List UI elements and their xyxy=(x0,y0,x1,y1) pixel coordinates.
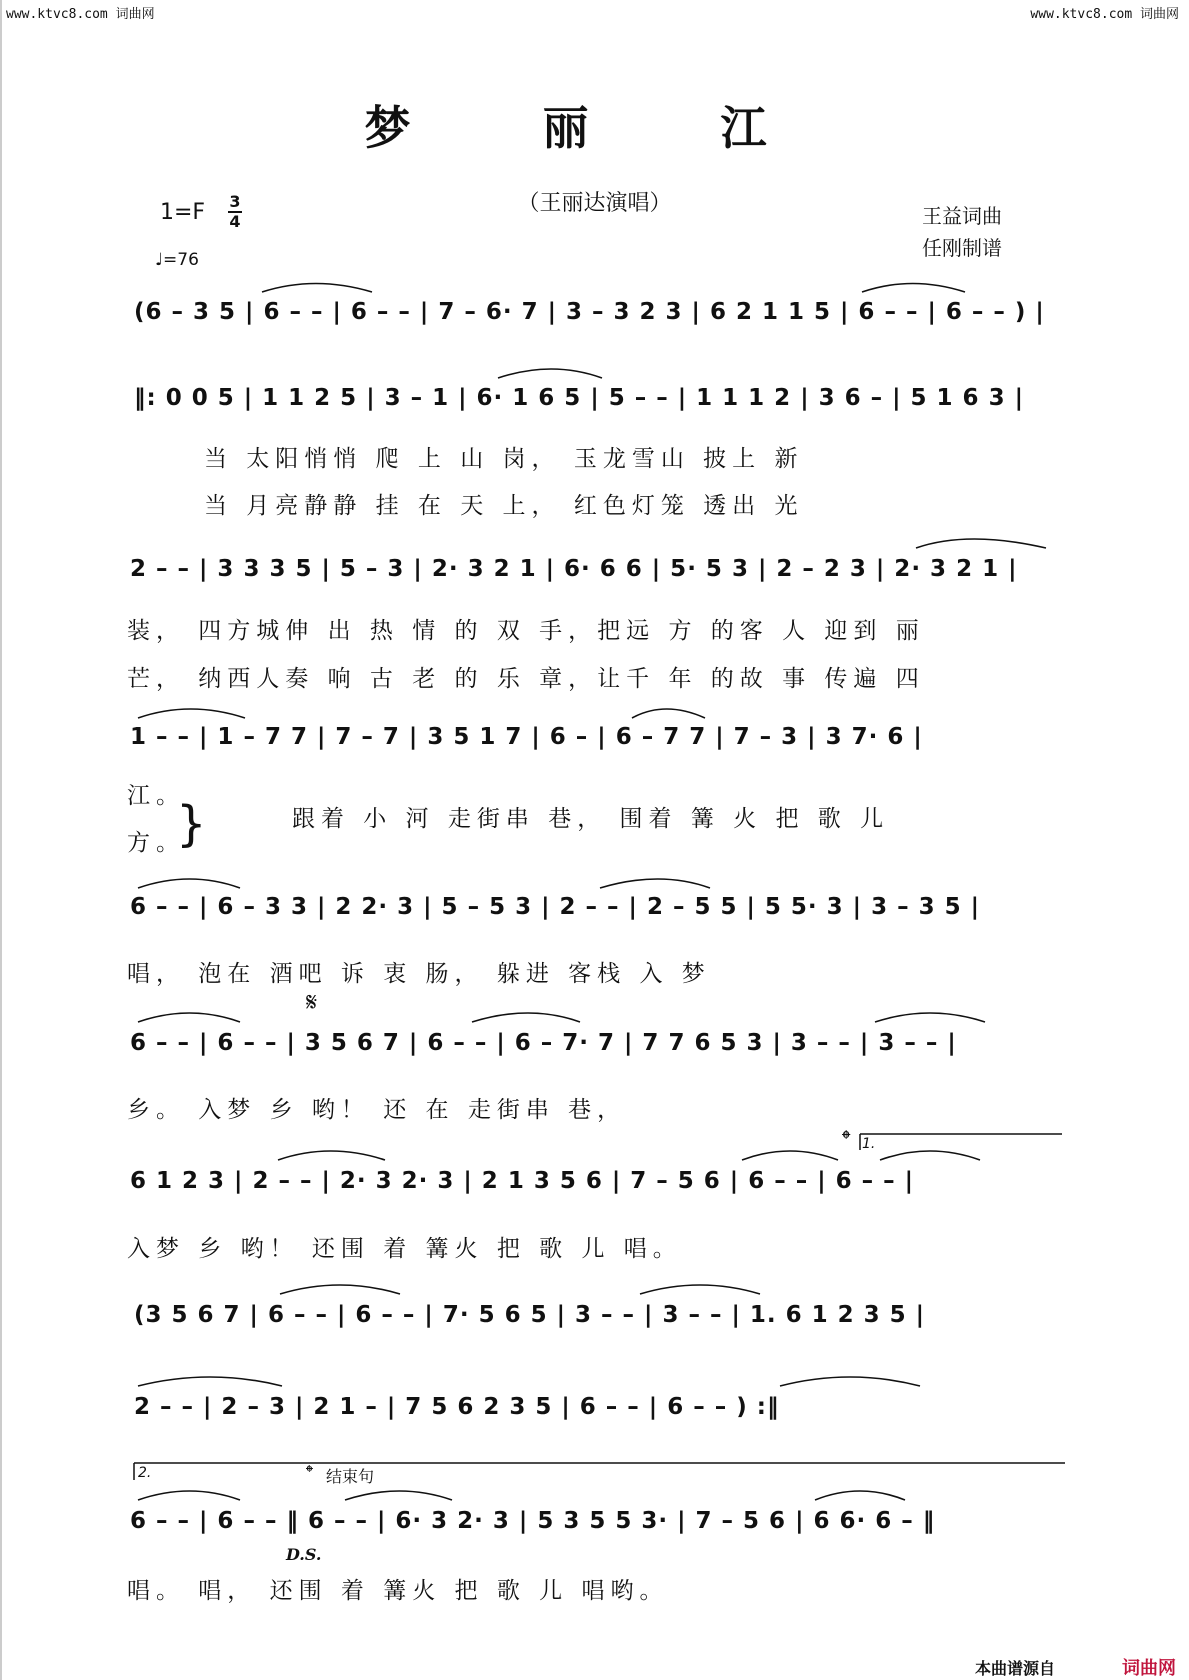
time-sig-numerator: 3 xyxy=(229,192,241,211)
slur-13 xyxy=(742,1151,838,1160)
slur-3 xyxy=(862,284,965,293)
lyricist-composer-credit: 王益词曲 xyxy=(922,204,1002,228)
volta-1-label: 1. xyxy=(862,1136,876,1152)
slur-14 xyxy=(880,1151,980,1160)
music-line-8: (3 5 6 7 | 6 – – | 6 – – | 7· 5 6 5 | 3 – – | 3 – – | 1. 6 1 2 3 5 | xyxy=(134,1302,926,1328)
tempo-mark: ♩=76 xyxy=(155,250,199,270)
music-line-7: 6 1 2 3 | 2 – – | 2· 3 2· 3 | 2 1 3 5 6 | 7 – 5 6 | 6 – – | 6 – – | xyxy=(130,1168,915,1194)
song-subtitle: （王丽达演唱） xyxy=(517,191,672,216)
music-line-4: 1 – – | 1 – 7 7 | 7 – 7 | 3 5 1 7 | 6 – | 6 – 7 7 | 7 – 3 | 3 7· 6 | xyxy=(130,724,923,750)
music-line-2: ‖: 0 0 5 | 1 1 2 5 | 3 – 1 | 6· 1 6 5 | 5 – – | 1 1 1 2 | 3 6 – | 5 1 6 3 | xyxy=(134,385,1024,411)
header-site-left: www.ktvc8.com 词曲网 xyxy=(6,7,155,22)
slur-2 xyxy=(498,369,602,378)
slur-10 xyxy=(472,1013,580,1022)
music-line-5: 6 – – | 6 – 3 3 | 2 2· 3 | 5 – 5 3 | 2 – – | 2 – 5 5 | 5 5· 3 | 3 – 3 5 | xyxy=(130,894,981,920)
footer-brand: 词曲网 xyxy=(1122,1658,1176,1679)
slur-6 xyxy=(632,709,705,718)
lyric-line-2b: 芒， 纳西人奏 响 古 老 的 乐 章，让千 年 的故 事 传遍 四 xyxy=(127,666,925,692)
slur-15 xyxy=(280,1285,400,1294)
lyric-line-4: 唱， 泡在 酒吧 诉 衷 肠， 躲进 客栈 入 梦 xyxy=(127,961,711,987)
ending-label: 结束句 xyxy=(326,1467,375,1486)
lyric-line-1b: 当 月亮静静 挂 在 天 上， 红色灯笼 透出 光 xyxy=(204,493,804,519)
lyric-line-2a: 装， 四方城伸 出 热 情 的 双 手，把远 方 的客 人 迎到 丽 xyxy=(127,618,925,644)
music-line-3: 2 – – | 3 3 3 5 | 5 – 3 | 2· 3 2 1 | 6· 6 6 | 5· 5 3 | 2 – 2 3 | 2· 3 2 1 | xyxy=(130,556,1018,582)
slur-9 xyxy=(138,1013,240,1022)
music-line-9: 2 – – | 2 – 3 | 2 1 – | 7 5 6 2 3 5 | 6 – – | 6 – – ) :‖ xyxy=(134,1394,780,1420)
slur-17 xyxy=(138,1377,282,1386)
slur-7 xyxy=(138,879,240,888)
lyric-line-1a: 当 太阳悄悄 爬 上 山 岗， 玉龙雪山 披上 新 xyxy=(204,446,804,472)
slur-1 xyxy=(262,284,372,293)
volta-2-label: 2. xyxy=(138,1465,152,1481)
music-line-10: 6 – – | 6 – – ‖ 6 – – | 6· 3 2· 3 | 5 3 5 5 3· | 7 – 5 6 | 6 6· 6 – ‖ xyxy=(130,1508,936,1534)
lyric-line-7: 唱。 唱， 还围 着 篝火 把 歌 儿 唱哟。 xyxy=(127,1578,669,1604)
coda-sign: 𝄌 xyxy=(842,1125,851,1153)
music-line-6: 6 – – | 6 – – | 3 5 6 7 | 6 – – | 6 – 7· 7 | 7 7 6 5 3 | 3 – – | 3 – – | xyxy=(130,1030,957,1056)
slur-8 xyxy=(600,879,710,888)
header-site-right: www.ktvc8.com 词曲网 xyxy=(1030,7,1179,22)
verse-brace: } xyxy=(176,796,207,852)
coda-sign-ending: 𝄌 xyxy=(306,1460,313,1484)
lyric-line-3b: 方。 xyxy=(127,830,185,856)
slur-19 xyxy=(138,1491,240,1500)
lyric-line-5: 乡。 入梦 乡 哟！ 还 在 走街串 巷， xyxy=(127,1097,627,1123)
song-title: 梦 丽 江 xyxy=(364,101,825,155)
slur-21 xyxy=(815,1491,905,1500)
slur-12 xyxy=(278,1151,385,1160)
footer-source: 本曲谱源自 xyxy=(975,1659,1056,1678)
music-line-1: (6 – 3 5 | 6 – – | 6 – – | 7 – 6· 7 | 3 – 3 2 3 | 6 2 1 1 5 | 6 – – | 6 – – ) | xyxy=(134,299,1045,325)
slur-20 xyxy=(345,1491,452,1500)
ds-mark: D.S. xyxy=(286,1545,322,1564)
transcriber-credit: 任刚制谱 xyxy=(922,236,1002,260)
slur-18 xyxy=(780,1377,920,1386)
key-signature: 1=F xyxy=(160,200,206,225)
lyric-line-3a: 江。 xyxy=(127,783,185,809)
slur-16 xyxy=(640,1285,760,1294)
lyric-line-6: 入梦 乡 哟！ 还围 着 篝火 把 歌 儿 唱。 xyxy=(127,1236,682,1262)
slur-11 xyxy=(875,1013,985,1022)
slur-4 xyxy=(916,539,1046,548)
segno-sign: 𝄋 xyxy=(306,988,318,1018)
slur-5 xyxy=(138,709,245,718)
time-sig-denominator: 4 xyxy=(229,212,241,231)
lyric-line-3c: 跟着 小 河 走街串 巷， 围着 篝 火 把 歌 儿 xyxy=(292,806,890,832)
